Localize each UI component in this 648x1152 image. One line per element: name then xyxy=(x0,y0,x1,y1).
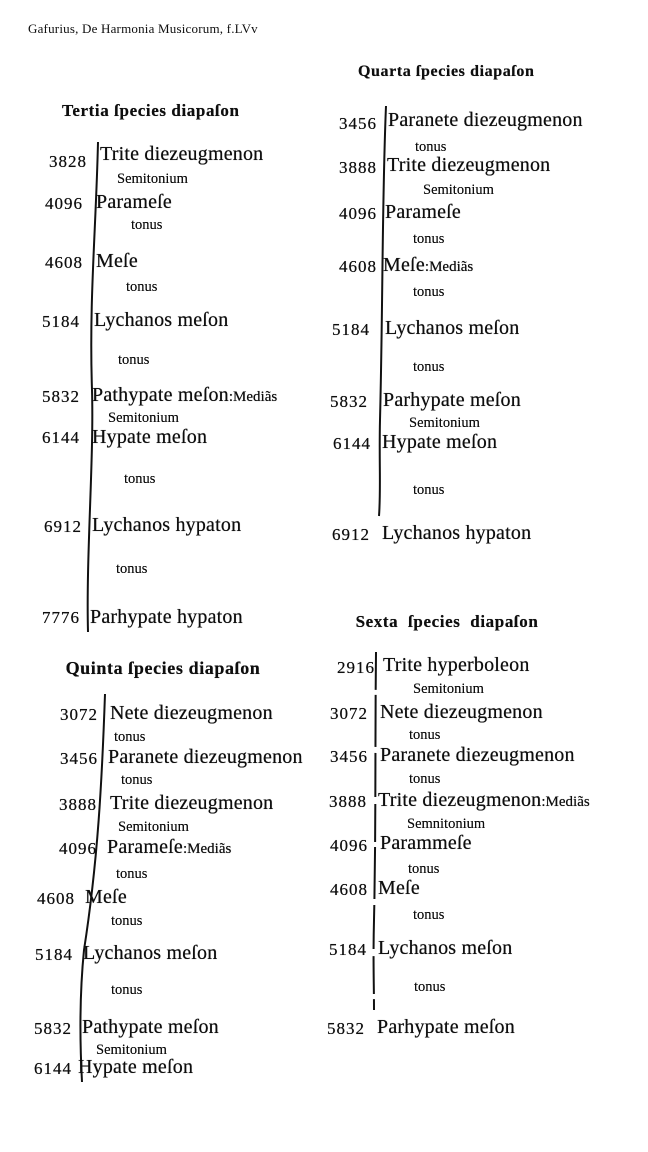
interval-label: tonus xyxy=(413,284,445,300)
note-number: 3828 xyxy=(49,152,87,171)
interval-label: Semitonium xyxy=(96,1042,167,1058)
interval-label: tonus xyxy=(111,913,143,929)
interval-label: Semitonium xyxy=(413,681,484,697)
note-name: Paranete diezeugmenon xyxy=(380,744,575,766)
interval-label: tonus xyxy=(121,772,153,788)
interval-label: Semitonium xyxy=(117,171,188,187)
note-number: 4608 xyxy=(37,889,75,908)
interval-label: tonus xyxy=(413,482,445,498)
note-number: 4096 xyxy=(45,194,83,213)
interval-label: tonus xyxy=(409,771,441,787)
interval-label: tonus xyxy=(408,861,440,877)
note-name: Nete diezeugmenon xyxy=(110,702,273,724)
note-name: Meſe xyxy=(378,877,420,899)
note-name: Lychanos meſon xyxy=(385,317,520,339)
note-number: 7776 xyxy=(42,608,80,627)
note-number: 5184 xyxy=(42,312,80,331)
note-number: 6912 xyxy=(332,525,370,544)
interval-label: Semitonium xyxy=(409,415,480,431)
note-number: 4096 xyxy=(339,204,377,223)
note-name: Parhypate meſon xyxy=(377,1016,515,1038)
note-name: Lychanos meſon xyxy=(94,309,229,331)
note-name: Trite diezeugmenon:Mediãs xyxy=(378,789,590,811)
note-number: 3888 xyxy=(339,158,377,177)
note-name: Parameſe xyxy=(385,201,462,223)
note-number: 4096 xyxy=(59,839,97,858)
interval-label: tonus xyxy=(131,217,163,233)
note-name: Parammeſe xyxy=(380,832,472,854)
interval-label: Semitonium xyxy=(108,410,179,426)
note-name: Nete diezeugmenon xyxy=(380,701,543,723)
divider-line-quarta xyxy=(379,106,386,516)
note-number: 5184 xyxy=(329,940,367,959)
note-name: Hypate meſon xyxy=(382,431,498,453)
note-number: 3456 xyxy=(60,749,98,768)
interval-label: tonus xyxy=(116,866,148,882)
interval-label: tonus xyxy=(413,359,445,375)
note-name: Paranete diezeugmenon xyxy=(388,109,583,131)
note-number: 6144 xyxy=(34,1059,72,1078)
note-number: 4608 xyxy=(339,257,377,276)
interval-label: tonus xyxy=(414,979,446,995)
interval-label: tonus xyxy=(118,352,150,368)
interval-label: Semitonium xyxy=(423,182,494,198)
note-name: Meſe xyxy=(96,250,138,272)
note-number: 5832 xyxy=(327,1019,365,1038)
interval-label: tonus xyxy=(114,729,146,745)
note-name: Parhypate hypaton xyxy=(90,606,243,628)
note-name: Lychanos meſon xyxy=(83,942,218,964)
note-name: Hypate meſon xyxy=(78,1056,194,1078)
note-name: Lychanos hypaton xyxy=(382,522,532,544)
note-name: Trite hyperboleon xyxy=(383,654,530,676)
note-name: Meſe:Mediãs xyxy=(383,254,474,276)
interval-label: tonus xyxy=(409,727,441,743)
note-name: Pathypate meſon xyxy=(82,1016,219,1038)
note-number: 3072 xyxy=(330,704,368,723)
note-number: 4608 xyxy=(330,880,368,899)
note-name: Lychanos meſon xyxy=(378,937,513,959)
interval-label: Semnitonium xyxy=(407,816,486,832)
note-name: Lychanos hypaton xyxy=(92,514,242,536)
folio-caption: Gafurius, De Harmonia Musicorum, f.LVv xyxy=(28,21,258,36)
diagram-title-sexta: Sexta ſpecies diapaſon xyxy=(355,612,539,631)
note-number: 4096 xyxy=(330,836,368,855)
note-number: 4608 xyxy=(45,253,83,272)
note-number: 3072 xyxy=(60,705,98,724)
note-number: 5832 xyxy=(42,387,80,406)
diagram-title-tertia: Tertia ſpecies diapaſon xyxy=(62,101,240,120)
note-name: Parhypate meſon xyxy=(383,389,521,411)
interval-label: tonus xyxy=(413,907,445,923)
interval-label: tonus xyxy=(111,982,143,998)
interval-label: tonus xyxy=(126,279,158,295)
note-name: Trite diezeugmenon xyxy=(100,143,264,165)
note-number: 3888 xyxy=(329,792,367,811)
interval-label: tonus xyxy=(415,139,447,155)
note-number: 5832 xyxy=(330,392,368,411)
note-name: Trite diezeugmenon xyxy=(110,792,274,814)
interval-label: Semitonium xyxy=(118,819,189,835)
interval-label: tonus xyxy=(116,561,148,577)
note-number: 3456 xyxy=(339,114,377,133)
note-name: Pathypate meſon:Mediãs xyxy=(92,384,278,406)
note-name: Parameſe xyxy=(96,191,173,213)
note-number: 6912 xyxy=(44,517,82,536)
note-number: 3456 xyxy=(330,747,368,766)
note-number: 5184 xyxy=(35,945,73,964)
note-number: 3888 xyxy=(59,795,97,814)
diagram-title-quinta: Quinta ſpecies diapaſon xyxy=(65,658,261,678)
divider-line-sexta xyxy=(374,652,376,1010)
note-name: Parameſe:Mediãs xyxy=(107,836,232,858)
note-name: Hypate meſon xyxy=(92,426,208,448)
interval-label: tonus xyxy=(413,231,445,247)
diagram-title-quarta: Quarta ſpecies diapaſon xyxy=(358,63,535,80)
note-number: 2916 xyxy=(337,658,375,677)
note-name: Trite diezeugmenon xyxy=(387,154,551,176)
note-name: Paranete diezeugmenon xyxy=(108,746,303,768)
note-number: 5184 xyxy=(332,320,370,339)
interval-label: tonus xyxy=(124,471,156,487)
note-number: 6144 xyxy=(333,434,371,453)
note-number: 5832 xyxy=(34,1019,72,1038)
note-number: 6144 xyxy=(42,428,80,447)
note-name: Meſe xyxy=(85,886,127,908)
